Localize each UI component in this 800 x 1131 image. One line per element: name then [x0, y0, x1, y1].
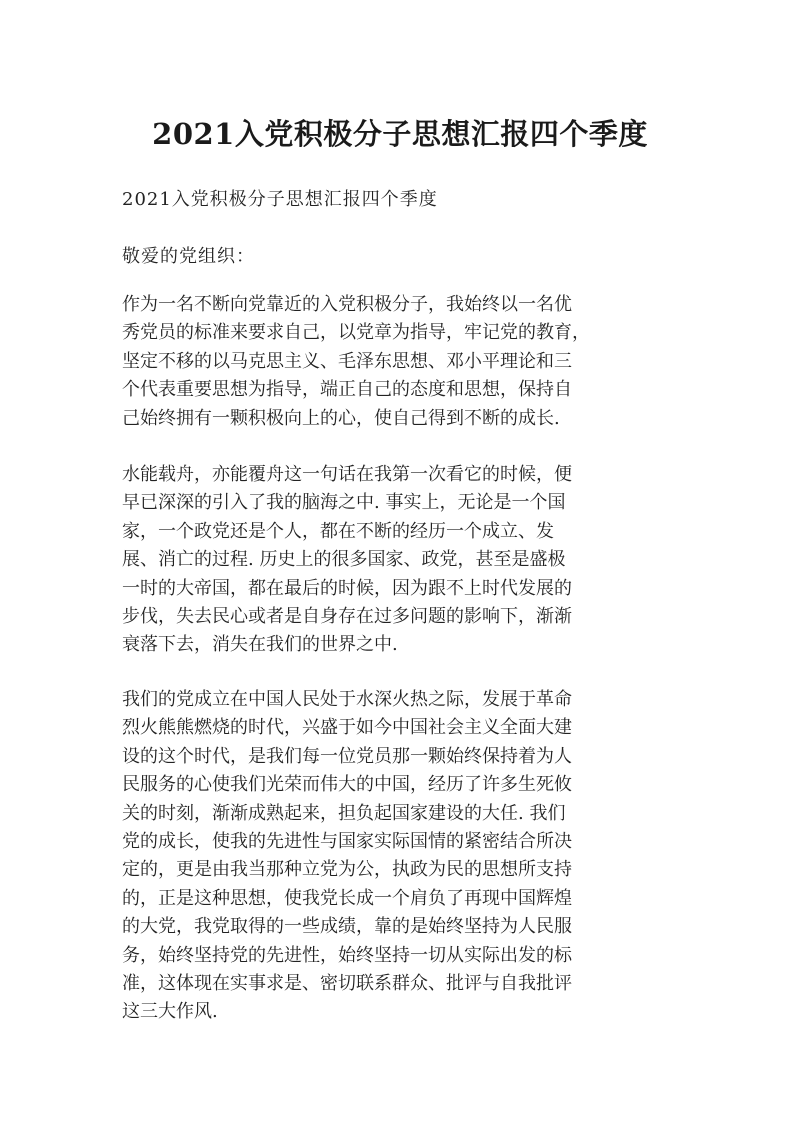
document-subtitle: 2021入党积极分子思想汇报四个季度: [122, 189, 438, 210]
paragraph-line: 这三大作风.: [122, 1001, 218, 1023]
paragraph-line: 衰落下去，消失在我们的世界之中.: [122, 634, 398, 656]
paragraph-line: 坚定不移的以马克思主义、毛泽东思想、邓小平理论和三: [122, 350, 572, 372]
paragraph-line: 定的，更是由我当那种立党为公，执政为民的思想所支持: [122, 859, 572, 881]
paragraph-line: 党的成长，使我的先进性与国家实际国情的紧密结合所决: [122, 830, 572, 852]
salutation: 敬爱的党组织：: [122, 246, 255, 267]
paragraph-line: 家，一个政党还是个人，都在不断的经历一个成立、发: [122, 520, 554, 542]
paragraph-line: 秀党员的标准来要求自己，以党章为指导，牢记党的教育，: [122, 322, 590, 344]
paragraph-line: 作为一名不断向党靠近的入党积极分子，我始终以一名优: [122, 294, 572, 315]
paragraph-line: 水能载舟，亦能覆舟这一句话在我第一次看它的时候，便: [122, 464, 572, 485]
paragraph-line: 准，这体现在实事求是、密切联系群众、批评与自我批评: [122, 972, 572, 994]
paragraph-line: 民服务的心使我们光荣而伟大的中国，经历了许多生死攸: [122, 774, 572, 796]
paragraph-line: 关的时刻，渐渐成熟起来，担负起国家建设的大任. 我们: [122, 802, 566, 824]
paragraph-line: 己始终拥有一颗积极向上的心，使自己得到不断的成长.: [122, 407, 560, 429]
paragraph-line: 展、消亡的过程. 历史上的很多国家、政党，甚至是盛极: [122, 549, 566, 571]
paragraph-line: 务，始终坚持党的先进性，始终坚持一切从实际出发的标: [122, 944, 572, 966]
document-title: 2021入党积极分子思想汇报四个季度: [152, 117, 648, 151]
paragraph-2: [122, 461, 692, 660]
paragraph-1: [122, 291, 692, 433]
paragraph-line: 设的这个时代，是我们每一位党员那一颗始终保持着为人: [122, 745, 572, 767]
paragraph-line: 的大党，我党取得的一些成绩，靠的是始终坚持为人民服: [122, 916, 572, 938]
paragraph-line: 烈火熊熊燃烧的时代，兴盛于如今中国社会主义全面大建: [122, 717, 572, 739]
paragraph-line: 个代表重要思想为指导，端正自己的态度和思想，保持自: [122, 379, 572, 401]
paragraph-3: [122, 686, 692, 1027]
paragraph-line: 的，正是这种思想，使我党长成一个肩负了再现中国辉煌: [122, 887, 572, 909]
paragraph-line: 我们的党成立在中国人民处于水深火热之际，发展于革命: [122, 689, 572, 710]
paragraph-line: 早已深深的引入了我的脑海之中. 事实上，无论是一个国: [122, 492, 566, 514]
paragraph-line: 步伐，失去民心或者是自身存在过多问题的影响下，渐渐: [122, 605, 572, 627]
paragraph-line: 一时的大帝国，都在最后的时候，因为跟不上时代发展的: [122, 577, 572, 599]
